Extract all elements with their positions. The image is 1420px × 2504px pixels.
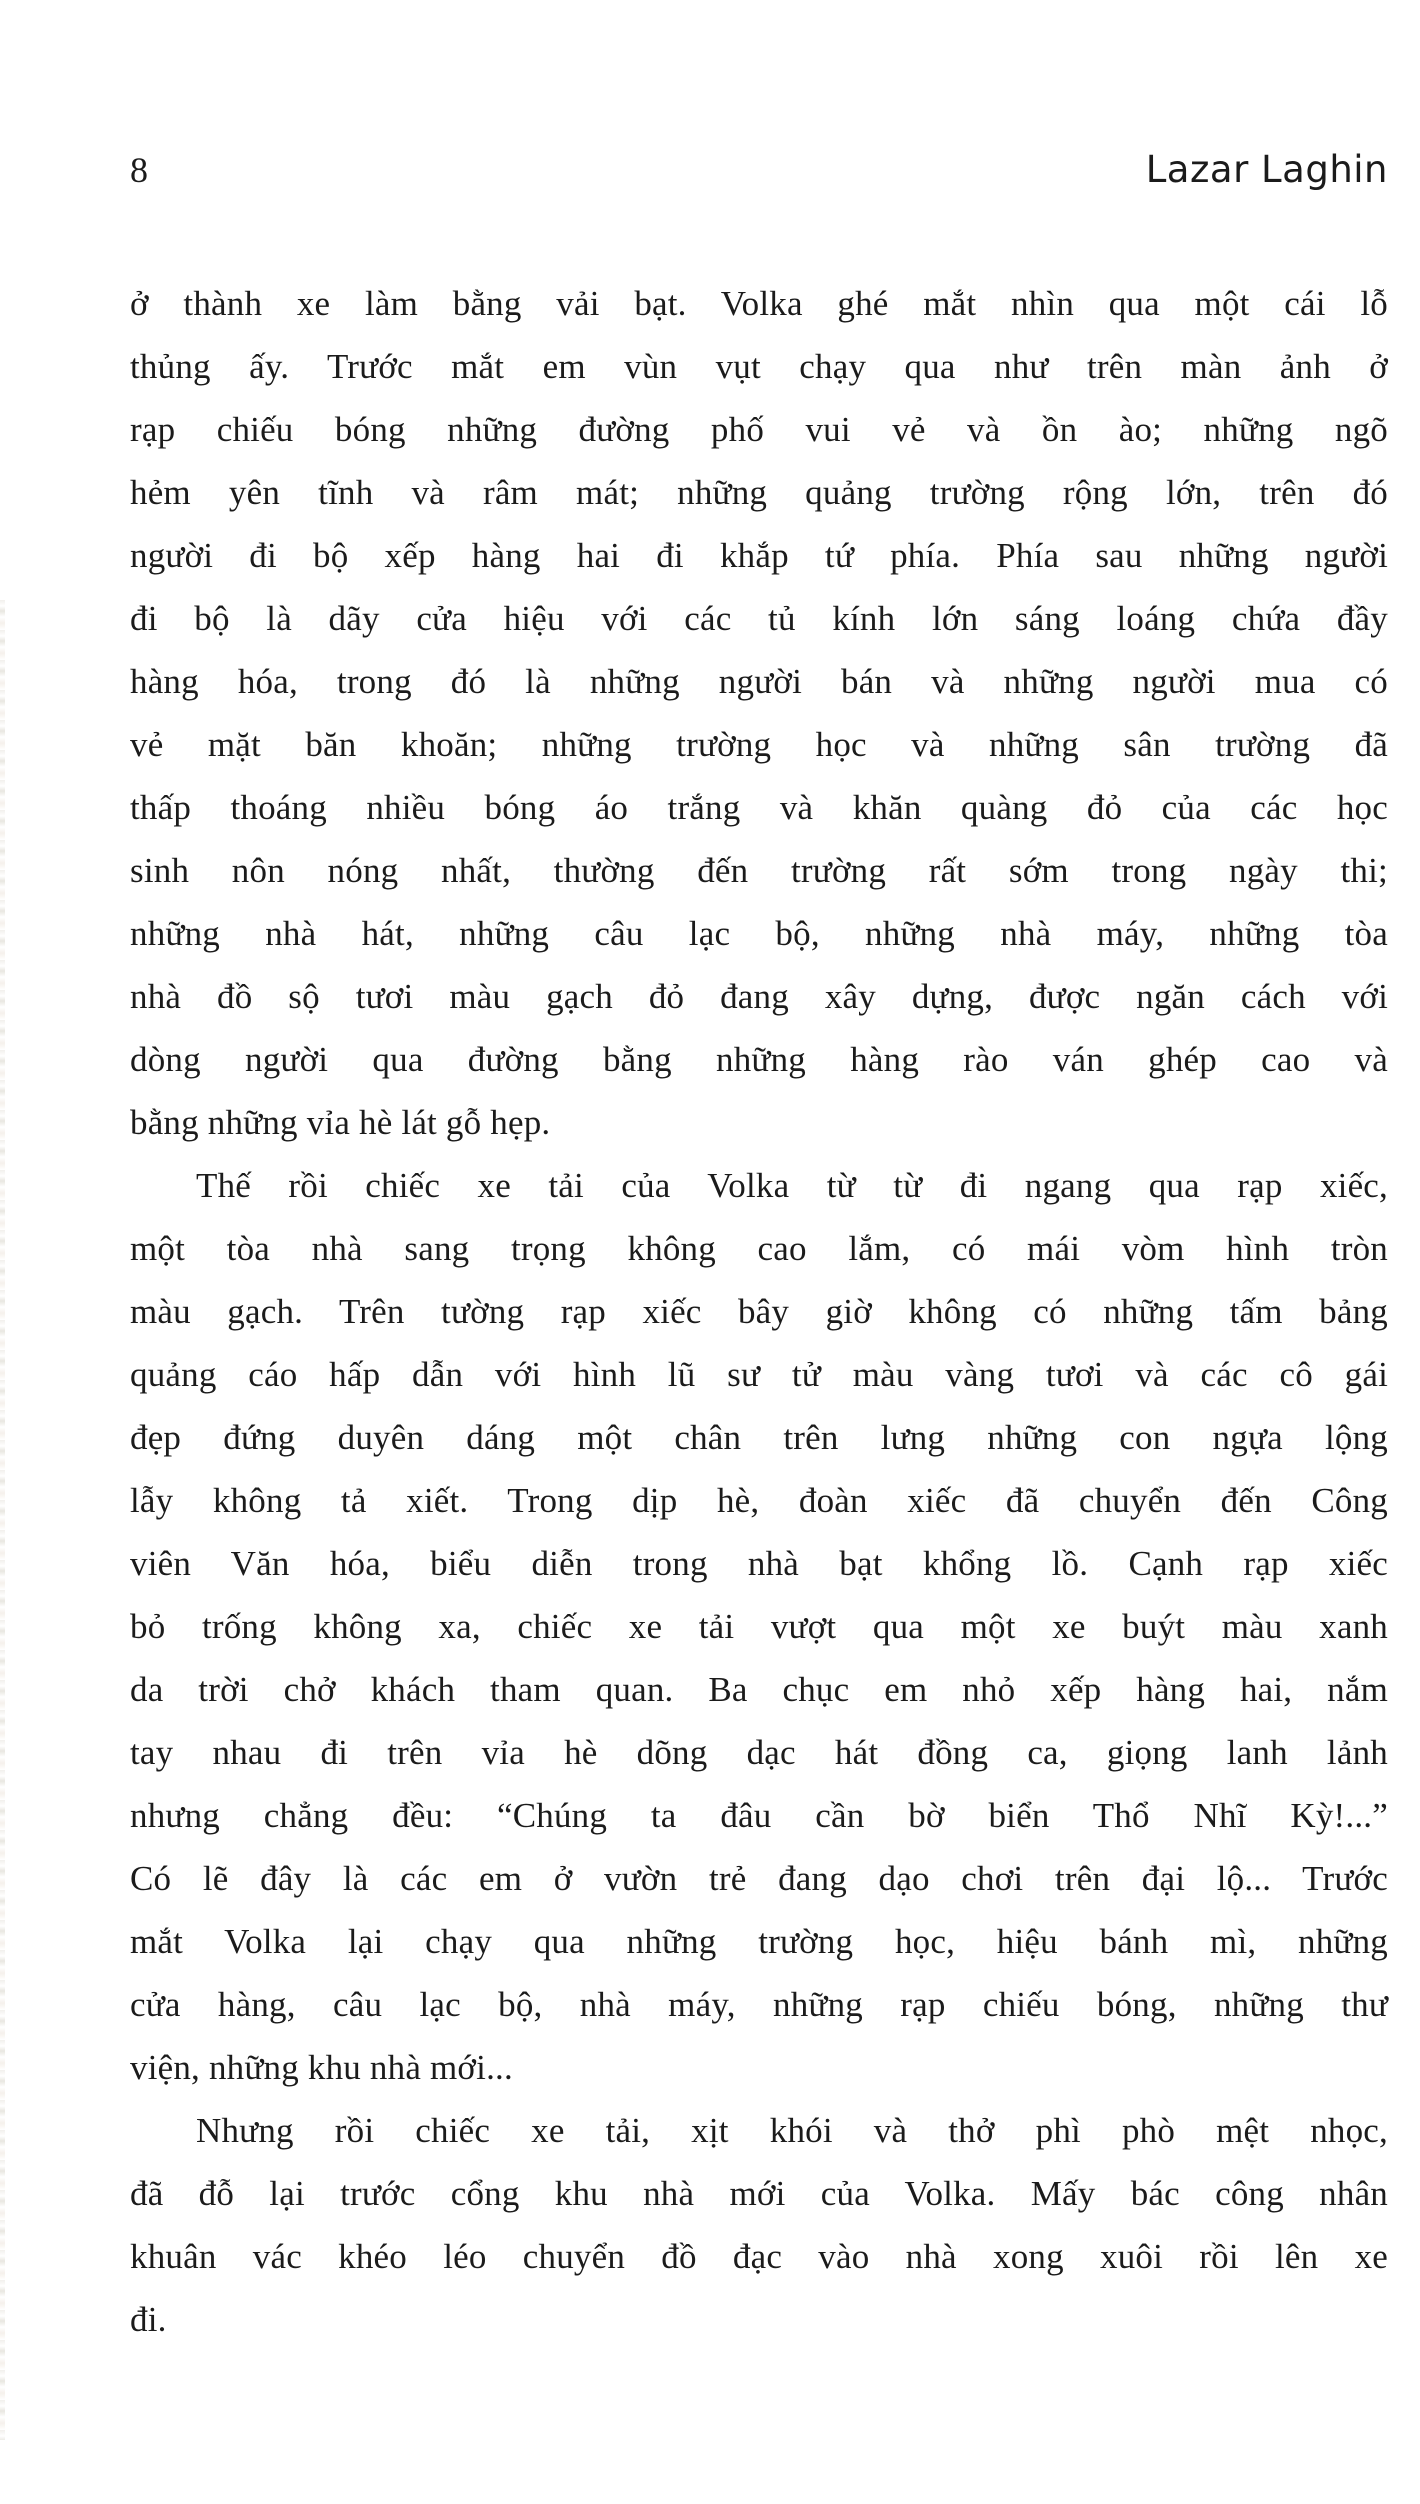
text-line: nhưng chẳng đều: “Chúng ta đâu cần bờ biển Thổ Nhĩ Kỳ!...”	[130, 1796, 1388, 1835]
text-line: bằng những vỉa hè lát gỗ hẹp.	[130, 1103, 551, 1142]
text-line: Nhưng rồi chiếc xe tải, xịt khói và thở phì phò mệt nhọc,	[196, 2111, 1388, 2150]
page-body	[130, 272, 1388, 2351]
text-line: khuân vác khéo léo chuyển đồ đạc vào nhà xong xuôi rồi lên xe	[130, 2237, 1388, 2276]
page-number: 8	[130, 150, 149, 190]
text-line: quảng cáo hấp dẫn với hình lũ sư tử màu vàng tươi và các cô gái	[130, 1355, 1388, 1394]
text-line: đi.	[130, 2300, 167, 2339]
text-line: viên Văn hóa, biểu diễn trong nhà bạt khổng lồ. Cạnh rạp xiếc	[130, 1544, 1388, 1583]
text-line: đẹp đứng duyên dáng một chân trên lưng những con ngựa lộng	[130, 1418, 1388, 1457]
text-line: Có lẽ đây là các em ở vườn trẻ đang dạo chơi trên đại lộ... Trước	[130, 1859, 1388, 1898]
text-line: da trời chở khách tham quan. Ba chục em nhỏ xếp hàng hai, nắm	[130, 1670, 1388, 1709]
text-line: nhà đồ sộ tươi màu gạch đỏ đang xây dựng, được ngăn cách với	[130, 977, 1388, 1016]
text-line: thấp thoáng nhiều bóng áo trắng và khăn quàng đỏ của các học	[130, 788, 1388, 827]
text-line: một tòa nhà sang trọng không cao lắm, có mái vòm hình tròn	[130, 1229, 1388, 1268]
text-line: dòng người qua đường bằng những hàng rào ván ghép cao và	[130, 1040, 1388, 1079]
text-line: vẻ mặt băn khoăn; những trường học và những sân trường đã	[130, 725, 1388, 764]
text-line: rạp chiếu bóng những đường phố vui vẻ và ồn ào; những ngõ	[130, 410, 1388, 449]
text-line: thủng ấy. Trước mắt em vùn vụt chạy qua như trên màn ảnh ở	[130, 347, 1388, 386]
text-line: người đi bộ xếp hàng hai đi khắp tứ phía. Phía sau những người	[130, 536, 1388, 575]
scan-edge-artifact	[0, 600, 5, 2440]
text-line: màu gạch. Trên tường rạp xiếc bây giờ không có những tấm bảng	[130, 1292, 1388, 1331]
paragraph	[130, 2099, 1388, 2351]
text-line: tay nhau đi trên vỉa hè dõng dạc hát đồng ca, giọng lanh lảnh	[130, 1733, 1388, 1772]
text-line: bỏ trống không xa, chiếc xe tải vượt qua một xe buýt màu xanh	[130, 1607, 1388, 1646]
running-header-author: Lazar Laghin	[1145, 148, 1388, 191]
text-line: ở thành xe làm bằng vải bạt. Volka ghé mắt nhìn qua một cái lỗ	[130, 284, 1388, 323]
text-line: đã đỗ lại trước cổng khu nhà mới của Volka. Mấy bác công nhân	[130, 2174, 1388, 2213]
paragraph	[130, 272, 1388, 1154]
text-line: những nhà hát, những câu lạc bộ, những nhà máy, những tòa	[130, 914, 1388, 953]
text-line: hàng hóa, trong đó là những người bán và những người mua có	[130, 662, 1388, 701]
text-line: hẻm yên tĩnh và râm mát; những quảng trường rộng lớn, trên đó	[130, 473, 1388, 512]
text-line: đi bộ là dãy cửa hiệu với các tủ kính lớn sáng loáng chứa đầy	[130, 599, 1388, 638]
text-line: viện, những khu nhà mới...	[130, 2048, 513, 2087]
text-line: Thế rồi chiếc xe tải của Volka từ từ đi ngang qua rạp xiếc,	[196, 1166, 1388, 1205]
text-line: sinh nôn nóng nhất, thường đến trường rất sớm trong ngày thi;	[130, 851, 1388, 890]
running-head	[130, 148, 1388, 191]
text-line: lẫy không tả xiết. Trong dịp hè, đoàn xiếc đã chuyển đến Công	[130, 1481, 1388, 1520]
text-line: mắt Volka lại chạy qua những trường học, hiệu bánh mì, những	[130, 1922, 1388, 1961]
text-line: cửa hàng, câu lạc bộ, nhà máy, những rạp chiếu bóng, những thư	[130, 1985, 1388, 2024]
paragraph	[130, 1154, 1388, 2099]
